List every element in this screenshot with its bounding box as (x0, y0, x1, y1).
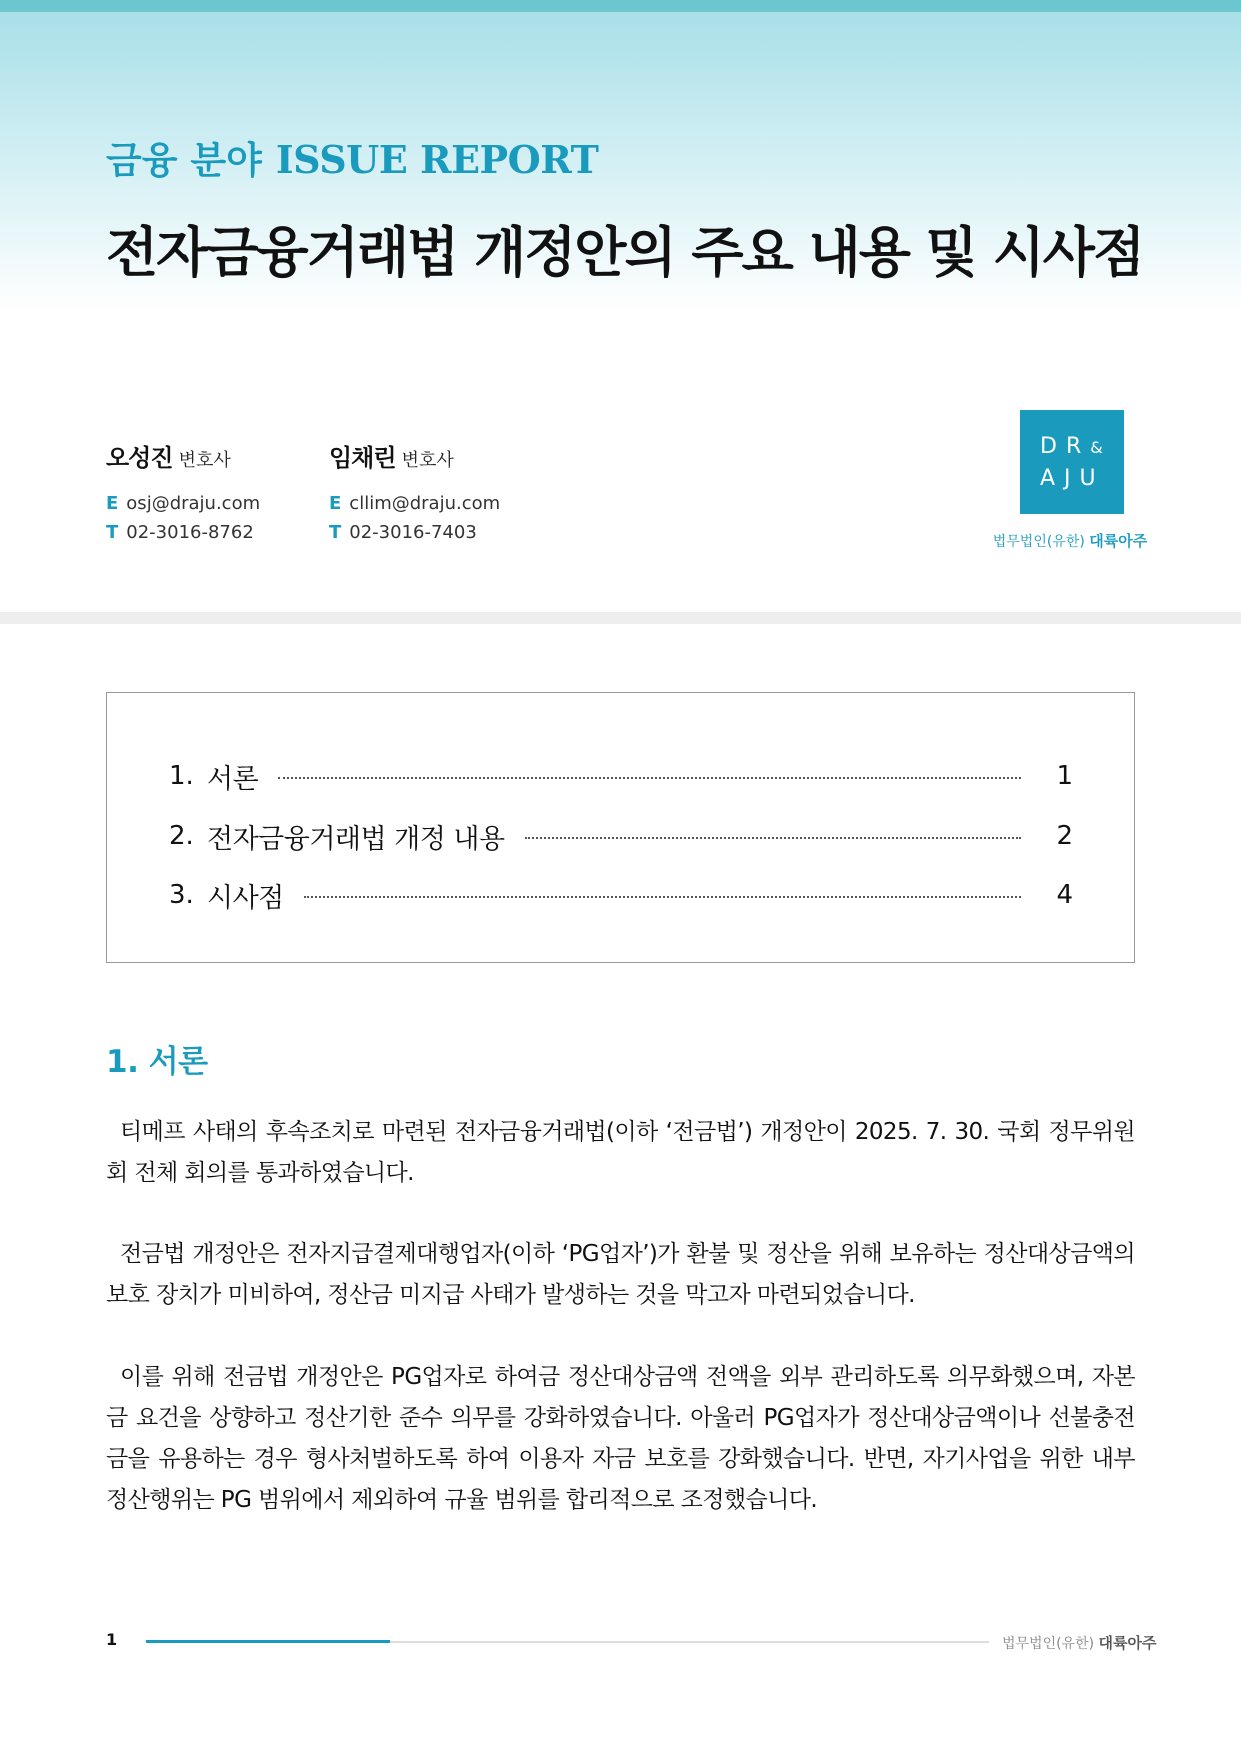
footer-firm-prefix: 법무법인(유한) (1002, 1636, 1095, 1652)
toc-item-label: 시사점 (207, 882, 284, 914)
author-email-row (329, 489, 500, 518)
top-accent-bar (0, 0, 1241, 12)
toc-item-page: 1 (1056, 761, 1073, 791)
footer-rule-accent (146, 1640, 390, 1643)
firm-name: 대륙아주 (1089, 532, 1148, 550)
kicker-category: 금융 분야 (106, 139, 262, 182)
kicker-issue-report: ISSUE REPORT (275, 137, 599, 182)
toc-item-page: 4 (1056, 880, 1073, 910)
footer-firm-label: 대륙아주 (1098, 1634, 1157, 1652)
toc-dot-leader (304, 896, 1021, 898)
toc-item[interactable] (169, 759, 1073, 793)
section-divider (0, 612, 1241, 624)
body-paragraph: 티메프 사태의 후속조치로 마련된 전자금융거래법(이하 ‘전금법’) 개정안이 2025. 7. 30. 국회 정무위원회 전체 회의를 통과하였습니다. (106, 1119, 1135, 1186)
author-role: 변호사 (401, 450, 454, 471)
author-block (329, 438, 500, 547)
table-of-contents (106, 692, 1135, 963)
author-name: 임채린 (329, 444, 396, 472)
email-label: E (329, 493, 342, 514)
author-phone-row (106, 518, 260, 547)
toc-item-number: 1. (169, 761, 194, 791)
document-title: 전자금융거래법 개정안의 주요 내용 및 시사점 (106, 221, 1144, 284)
toc-item-label: 전자금융거래법 개정 내용 (207, 823, 505, 855)
body-paragraph: 이를 위해 전금법 개정안은 PG업자로 하여금 정산대상금액 전액을 외부 관리하도록 의무화했으며, 자본금 요건을 상향하고 정산기한 준수 의무를 강화하였습니다. 아울러 PG업자가 정산대상금액이나 선불충전금을 유용하는 경우 형사처벌하도록 하여 이용자 자금 보호를 강화했습니다. 반면, 자기사업을 위한 내부 정산행위는 PG 범위에서 제외하여 규율 범위를 합리적으로 조정했습니다. (106, 1364, 1135, 1513)
author-email-row (106, 489, 260, 518)
logo-text-aju: AJU (1040, 466, 1105, 491)
section-heading-introduction: 1. 서론 (106, 1044, 208, 1080)
author-name: 오성진 (106, 444, 173, 472)
author-email[interactable]: osj@draju.com (126, 493, 261, 514)
toc-item[interactable] (169, 878, 1073, 912)
firm-name-under-logo (990, 530, 1150, 551)
toc-item-number: 3. (169, 880, 194, 910)
toc-item[interactable] (169, 819, 1073, 853)
author-phone: 02-3016-7403 (349, 522, 477, 543)
author-email[interactable]: cllim@draju.com (349, 493, 501, 514)
author-phone: 02-3016-8762 (126, 522, 254, 543)
firm-logo (1020, 410, 1124, 514)
firm-prefix: 법무법인(유한) (992, 534, 1085, 550)
footer-firm-name (1002, 1632, 1157, 1653)
footer-page-number: 1 (106, 1630, 118, 1649)
author-block (106, 438, 260, 547)
report-kicker (106, 130, 598, 180)
author-role: 변호사 (178, 450, 231, 471)
email-label: E (106, 493, 119, 514)
toc-dot-leader (278, 777, 1021, 779)
logo-text-dr: DR (1040, 434, 1091, 459)
phone-label: T (106, 522, 119, 543)
toc-item-label: 서론 (207, 763, 259, 795)
toc-item-page: 2 (1056, 821, 1073, 851)
logo-ampersand: & (1090, 438, 1103, 457)
author-phone-row (329, 518, 500, 547)
toc-dot-leader (525, 837, 1021, 839)
toc-item-number: 2. (169, 821, 194, 851)
body-paragraph: 전금법 개정안은 전자지급결제대행업자(이하 ‘PG업자’)가 환불 및 정산을 위해 보유하는 정산대상금액의 보호 장치가 미비하여, 정산금 미지급 사태가 발생하는 것을 막고자 마련되었습니다. (106, 1241, 1135, 1308)
phone-label: T (329, 522, 342, 543)
